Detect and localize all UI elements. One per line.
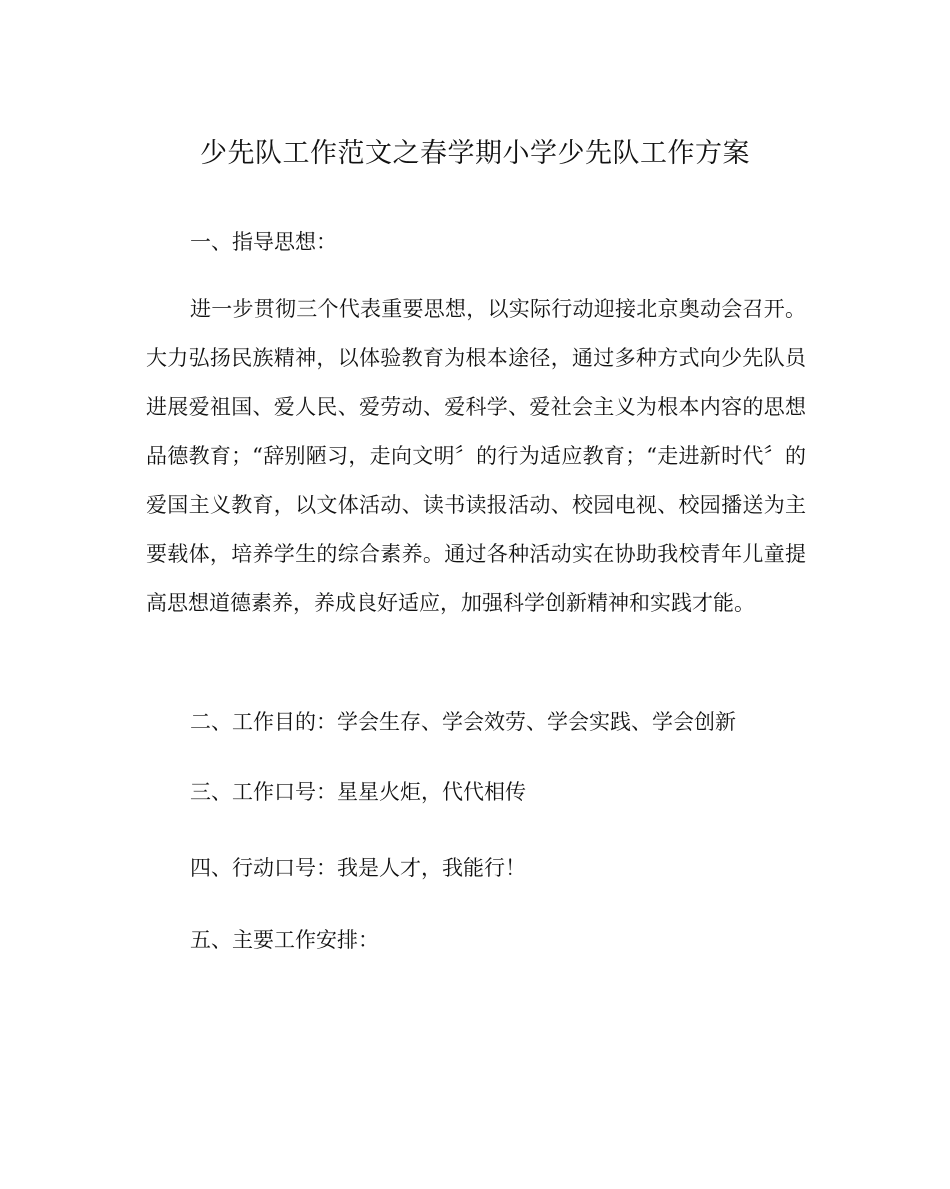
section-4-heading: 四、行动口号：我是人才，我能行！ bbox=[190, 856, 526, 880]
section-2-heading: 二、工作目的：学会生存、学会效劳、学会实践、学会创新 bbox=[190, 710, 736, 734]
section-1-body: 进一步贯彻三个代表重要思想，以实际行动迎接北京奥动会召开。大力弘扬民族精神，以体验教育为根本途径，通过多种方式向少先队员进展爱祖国、爱人民、爱劳动、爱科学、爱社会主义为根本内容的思想品德教育；“辞别陋习，走向文明〞的行为适应教育；“走进新时代〞的爱国主义教育，以文体活动、读书读报活动、校园电视、校园播送为主要载体，培养学生的综合素养。通过各种活动实在协助我校青年儿童提高思想道德素养，养成良好适应，加强科学创新精神和实践才能。 bbox=[146, 297, 806, 615]
section-3-heading: 三、工作口号：星星火炬，代代相传 bbox=[190, 780, 526, 804]
document-title: 少先队工作范文之春学期小学少先队工作方案 bbox=[200, 138, 750, 169]
section-1-heading: 一、指导思想： bbox=[190, 230, 337, 254]
section-5-heading: 五、主要工作安排： bbox=[190, 928, 379, 952]
